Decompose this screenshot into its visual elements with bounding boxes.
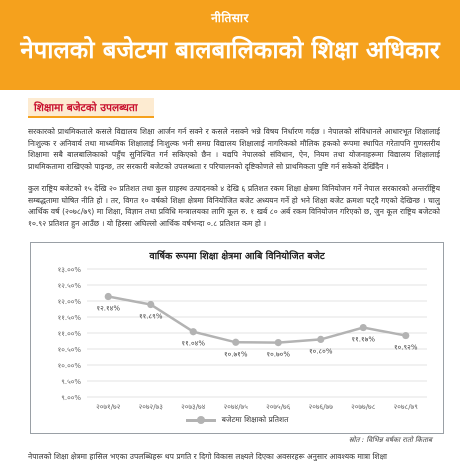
x-tick-label: २०७४/७५: [223, 403, 248, 411]
y-tick-label: १३.००%: [57, 266, 81, 274]
chart-legend: [31, 415, 443, 425]
x-tick-label: २०७६/७७: [308, 403, 333, 411]
chart-plot: [31, 243, 443, 433]
data-label: १२.१४%: [96, 304, 120, 313]
banner-kicker: नीतिसार: [211, 11, 249, 25]
data-point: [360, 324, 367, 331]
y-tick-label: १०.५०%: [57, 346, 81, 354]
paragraph-intro: सरकारको प्राथमिकताले कसले विद्यालय शिक्षा आर्जन गर्न सक्ने र कसले नसक्ने भन्ने विषय निर्धारण गर्दछ । नेपालको संविधानले आधारभूत शिक्षालाई निःशुल्क र अनिवार्य तथा माध्यमिक शिक्षालाई निःशुल्क भनी समग्र विद्यालय शिक्षालाई नागरिकको मौलिक हकको रूपमा स्थापित गरेतापनि गुणस्तरीय शिक्षामा सबै बालबालिकाको पहुँच सुनिश्चित गर्न सकिएको छैन । यद्यपि नेपालको संविधान, ऐन, नियम तथा योजनाहरूमा विद्यालय शिक्षालाई प्राथमिकतामा राखिएको पाइन्छ, तर सरकारी बजेटको उपलब्धता र परिचालनको दृष्टिकोणले सो प्राथमिकता पुष्टि गर्न सकेको देखिँदैन ।: [28, 127, 440, 171]
data-label: १०.७१%: [224, 350, 248, 359]
y-tick-label: ११.५०%: [57, 314, 81, 322]
x-tick-label: २०७३/७४: [181, 403, 206, 411]
legend-swatch: [186, 419, 216, 422]
paragraph-continuation: नेपालको शिक्षा क्षेत्रमा हासिल भएका उपलब्धिहरू थप प्रगति र दिगो विकास लक्ष्यले दिएका अवसरहरू अनुसार आवश्यक मात्रा शिक्षा: [28, 452, 387, 461]
data-point: [402, 332, 409, 339]
data-point: [317, 336, 324, 343]
data-point: [232, 339, 239, 346]
y-tick-label: १०.००%: [57, 362, 81, 370]
chart-source: स्रोत : विभिन्न वर्षका रातो किताब: [348, 436, 432, 444]
x-tick-label: २०७८/७९: [393, 403, 418, 411]
data-label: १०.९२%: [394, 343, 418, 352]
data-label: ११.८९%: [139, 312, 163, 321]
data-point: [105, 293, 112, 300]
x-tick-label: २०७७/७८: [351, 403, 376, 411]
legend-label: बजेटमा शिक्षाको प्रतिशत: [221, 415, 289, 424]
data-point: [190, 328, 197, 335]
paragraph-budget: कुल राष्ट्रिय बजेटको १५ देखि २० प्रतिशत तथा कुल ग्राहस्थ उत्पादनको ४ देखि ६ प्रतिशत रकम शिक्षा क्षेत्रमा विनियोजन गर्ने नेपाल सरकारको अन्तर्राष्ट्रिय सम्बद्धतामा घोषित नीति हो । तर, विगत १० वर्षको शिक्षा क्षेत्रमा विनियोजित बजेट अध्ययन गर्ने हो भने शिक्षा बजेट क्रमशः घट्दै गएको देखिन्छ । चालु आर्थिक वर्ष (२०७८/७९) मा शिक्षा, विज्ञान तथा प्रविधि मन्त्रालयका लागि कूल रु. १ खर्ब ८० अर्ब रकम विनियोजन गरिएको छ, जुन कूल राष्ट्रिय बजेटको १०.९२ प्रतिशत हुन आउँछ । यो हिस्सा अघिल्लो आर्थिक वर्षभन्दा ०.८ प्रतिशत कम हो ।: [28, 184, 440, 228]
x-tick-label: २०७१/७२: [96, 403, 121, 411]
data-point: [147, 301, 154, 308]
chart-title: वार्षिक रूपमा शिक्षा क्षेत्रमा आबि विनियोजित बजेट: [149, 251, 325, 262]
data-label: ११.०४%: [181, 339, 205, 348]
banner-headline: नेपालको बजेटमा बालबालिकाको शिक्षा अधिकार: [20, 36, 440, 64]
section-heading: शिक्षामा बजेटको उपलब्धता: [28, 98, 154, 118]
data-point: [275, 339, 282, 346]
data-label: ११.१७%: [351, 335, 375, 344]
y-tick-label: ९.५०%: [61, 378, 81, 386]
y-tick-label: १२.००%: [57, 298, 81, 306]
x-tick-label: २०७५/७६: [266, 403, 291, 411]
y-tick-label: १२.५०%: [57, 282, 81, 290]
data-label: १०.८०%: [309, 347, 333, 356]
y-tick-label: ९.००%: [61, 394, 81, 402]
x-tick-label: २०७२/७३: [138, 403, 163, 411]
header-banner: [0, 0, 460, 90]
y-tick-label: ११.००%: [57, 330, 81, 338]
budget-chart: [30, 242, 444, 434]
data-label: १०.७०%: [266, 350, 290, 359]
